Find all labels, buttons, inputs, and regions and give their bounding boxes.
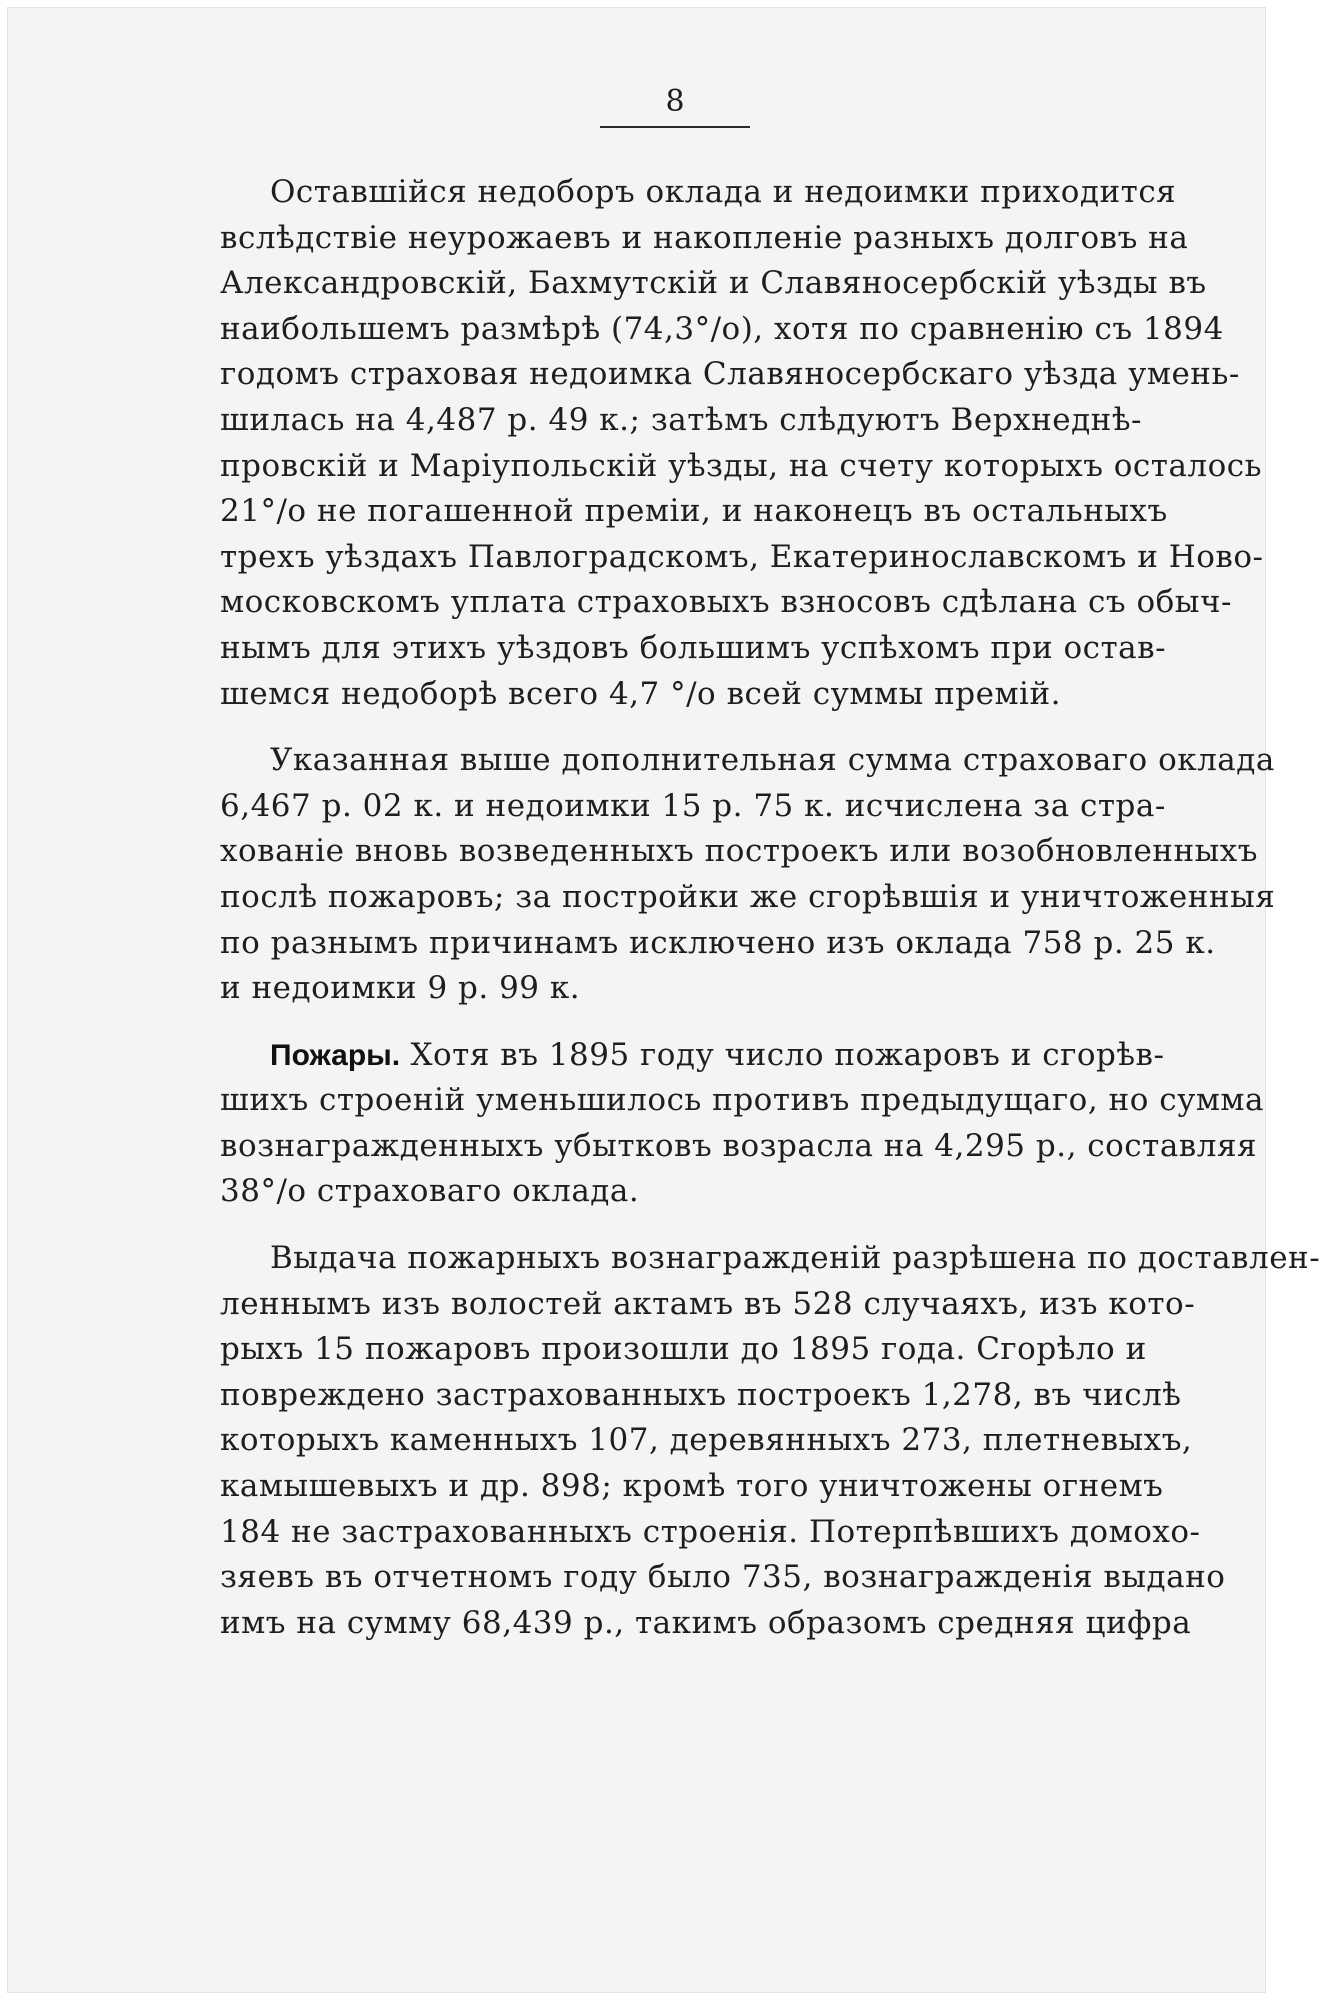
text-line: имъ на сумму 68,439 р., такимъ образомъ средняя цифра [220, 1604, 1192, 1641]
text-line: провскій и Маріупольскій уѣзды, на счету которыхъ осталось [220, 447, 1263, 484]
text-line: шилась на 4,487 р. 49 к.; затѣмъ слѣдуютъ Верхнеднѣ- [220, 401, 1142, 438]
text-line: 21°/o не погашенной преміи, и наконецъ въ остальныхъ [220, 493, 1168, 530]
text-line: Оставшійся недоборъ оклада и недоимки приходится [270, 174, 1177, 210]
page-body [220, 170, 1320, 1646]
text-fragment: Хотя въ 1895 году число пожаровъ и сгорѣв- [410, 1036, 1165, 1073]
section-heading-fires: Пожары. [270, 1038, 401, 1072]
paragraph-insurance-arrears [220, 170, 1264, 717]
paragraph-additional-sum [220, 738, 1276, 1012]
text-line: повреждено застрахованныхъ построекъ 1,278, въ числѣ [220, 1376, 1182, 1413]
page-number: 8 [665, 84, 685, 119]
paragraph-gap [220, 1012, 1142, 1033]
text-line: нымъ для этихъ уѣздовъ большимъ успѣхомъ при остав- [220, 629, 1167, 666]
text-line: леннымъ изъ волостей актамъ въ 528 случаяхъ, изъ кото- [220, 1285, 1196, 1322]
text-line: 184 не застрахованныхъ строенія. Потерпѣвшихъ домохо- [220, 1513, 1201, 1550]
scanned-page [8, 8, 1320, 1992]
text-line: вознагражденныхъ убытковъ возрасла на 4,295 р., составляя [220, 1127, 1258, 1164]
text-line: которыхъ каменныхъ 107, деревянныхъ 273, плетневыхъ, [220, 1422, 1193, 1459]
text-line: вслѣдствіе неурожаевъ и накопленіе разныхъ долговъ на [220, 219, 1189, 256]
paragraph-gap [220, 1215, 1142, 1236]
page-header [600, 84, 750, 128]
text-line-with-heading [220, 1033, 1165, 1079]
paragraph-fire-compensation [220, 1236, 1320, 1646]
text-line: и недоимки 9 р. 99 к. [220, 970, 581, 1007]
header-rule [600, 126, 750, 128]
text-line: шихъ строеній уменьшилось противъ предыдущаго, но сумма [220, 1082, 1265, 1119]
text-line: наибольшемъ размѣрѣ (74,3°/o), хотя по сравненію съ 1894 [220, 310, 1224, 347]
text-line: хованіе вновь возведенныхъ построекъ или возобновленныхъ [220, 833, 1259, 870]
text-line: по разнымъ причинамъ исключено изъ оклада 758 р. 25 к. [220, 924, 1216, 961]
text-line: Выдача пожарныхъ вознагражденій разрѣшена по доставлен- [270, 1240, 1320, 1277]
paragraph-gap [220, 717, 1142, 738]
text-line: зяевъ въ отчетномъ году было 735, вознагражденія выдано [220, 1559, 1226, 1596]
text-line: Александровскій, Бахмутскій и Славяносербскій уѣзды въ [220, 265, 1207, 302]
text-line: 38°/o страховаго оклада. [220, 1173, 640, 1210]
text-line: шемся недоборѣ всего 4,7 °/o всей суммы премій. [220, 675, 1061, 712]
text-line: Указанная выше дополнительная сумма страховаго оклада [270, 742, 1275, 779]
text-line: московскомъ уплата страховыхъ взносовъ сдѣлана съ обыч- [220, 584, 1232, 621]
text-line: послѣ пожаровъ; за постройки же сгорѣвшія и уничтоженныя [220, 878, 1276, 915]
text-line: трехъ уѣздахъ Павлоградскомъ, Екатеринославскомъ и Ново- [220, 538, 1264, 575]
text-line: годомъ страховая недоимка Славяносербскаго уѣзда умень- [220, 356, 1240, 393]
text-line: рыхъ 15 пожаровъ произошли до 1895 года. Сгорѣло и [220, 1331, 1147, 1368]
text-line: камышевыхъ и др. 898; кромѣ того уничтожены огнемъ [220, 1468, 1164, 1505]
paragraph-fires [220, 1033, 1265, 1215]
text-line: 6,467 р. 02 к. и недоимки 15 р. 75 к. исчислена за стра- [220, 787, 1166, 824]
